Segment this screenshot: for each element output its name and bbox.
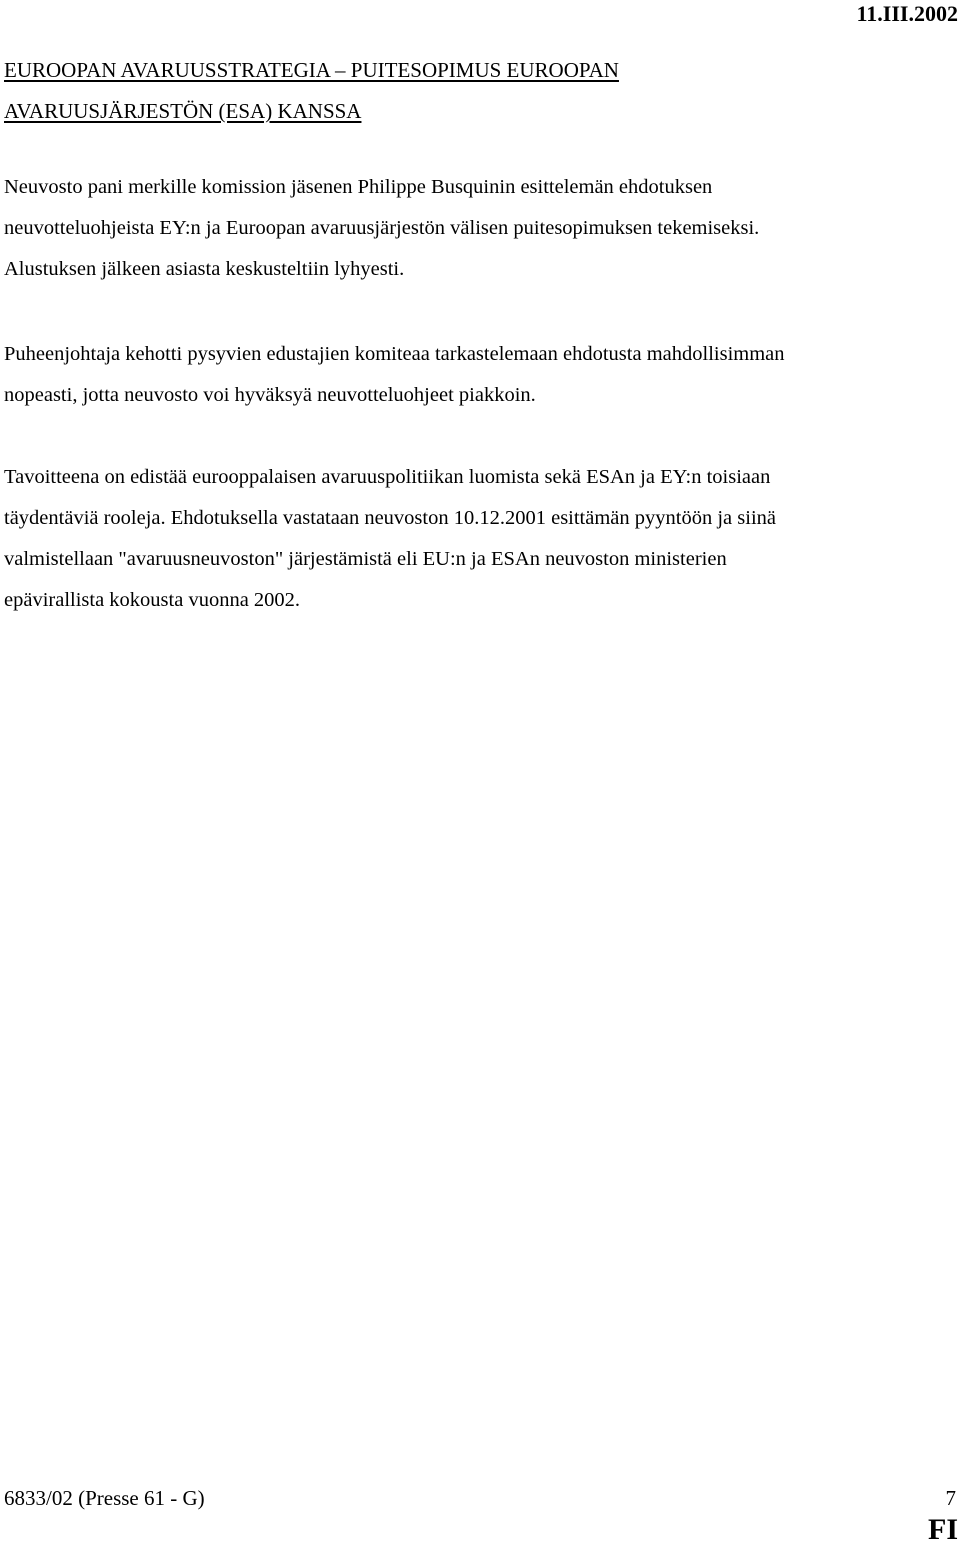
document-date: 11.III.2002 (856, 1, 958, 26)
paragraph-1 (4, 167, 954, 290)
paragraph-3 (4, 457, 954, 621)
paragraph-line: Alustuksen jälkeen asiasta keskusteltiin lyhyesti. (4, 258, 405, 280)
section-heading-line-1: EUROOPAN AVARUUSSTRATEGIA – PUITESOPIMUS EUROOPAN (4, 58, 619, 82)
paragraph-line: täydentäviä rooleja. Ehdotuksella vastataan neuvoston 10.12.2001 esittämän pyyntöön ja siinä (4, 507, 776, 529)
section-heading (4, 50, 904, 132)
footer-page-number: 7 (945, 1486, 956, 1510)
footer-reference: 6833/02 (Presse 61 - G) (4, 1486, 205, 1510)
section-heading-line-2: AVARUUSJÄRJESTÖN (ESA) KANSSA (4, 99, 362, 123)
paragraph-line: nopeasti, jotta neuvosto voi hyväksyä neuvotteluohjeet piakkoin. (4, 384, 536, 406)
paragraph-2 (4, 334, 954, 416)
paragraph-line: neuvotteluohjeista EY:n ja Euroopan avaruusjärjestön välisen puitesopimuksen tekemiseksi. (4, 217, 760, 239)
paragraph-line: Neuvosto pani merkille komission jäsenen Philippe Busquinin esittelemän ehdotuksen (4, 176, 713, 198)
paragraph-line: Tavoitteena on edistää eurooppalaisen avaruuspolitiikan luomista sekä ESAn ja EY:n toisiaan (4, 466, 771, 488)
footer-language-code: FI (928, 1513, 958, 1546)
paragraph-line: epävirallista kokousta vuonna 2002. (4, 589, 301, 611)
paragraph-line: valmistellaan "avaruusneuvoston" järjestämistä eli EU:n ja ESAn neuvoston ministerien (4, 548, 727, 570)
paragraph-line: Puheenjohtaja kehotti pysyvien edustajien komiteaa tarkastelemaan ehdotusta mahdollisimman (4, 343, 785, 365)
